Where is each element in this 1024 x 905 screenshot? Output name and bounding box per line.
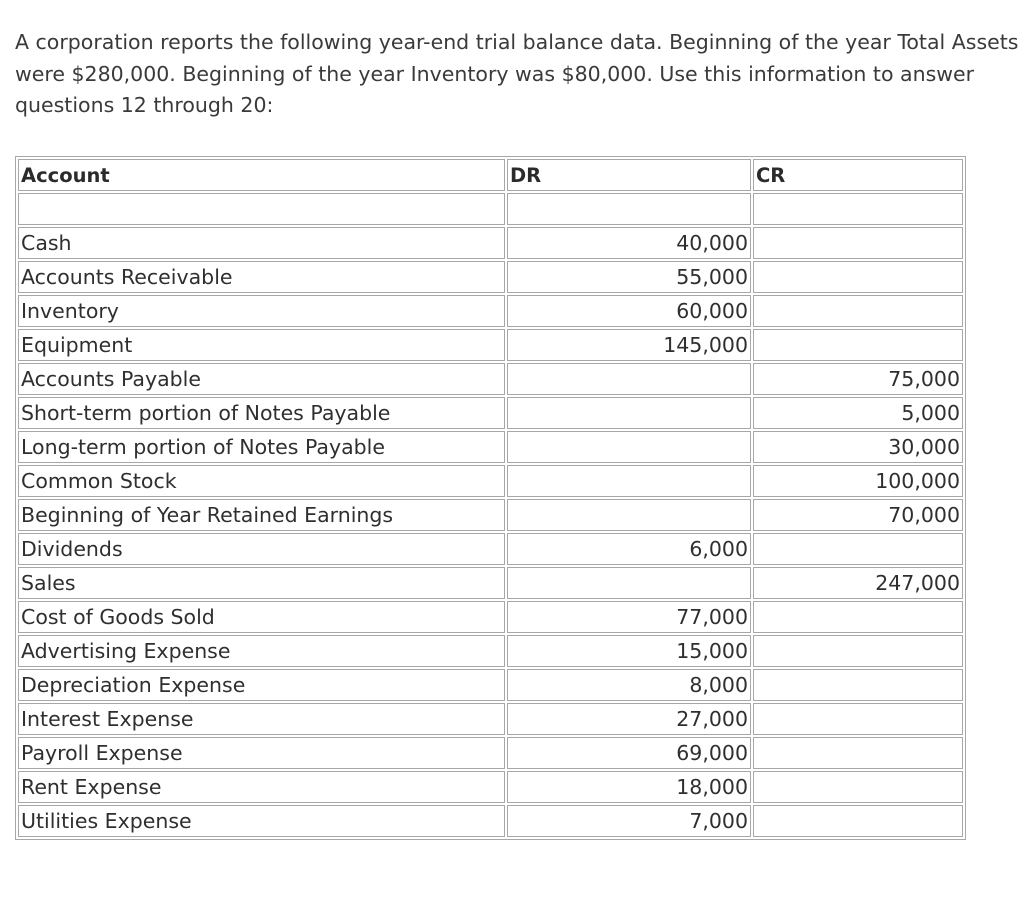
dr-cell: 60,000 xyxy=(507,295,751,327)
cr-cell xyxy=(753,601,963,633)
header-cr: CR xyxy=(753,159,963,191)
account-cell: Long-term portion of Notes Payable xyxy=(18,431,505,463)
account-cell: Cash xyxy=(18,227,505,259)
account-cell: Sales xyxy=(18,567,505,599)
table-header-row xyxy=(18,159,963,191)
cr-cell: 30,000 xyxy=(753,431,963,463)
account-cell: Short-term portion of Notes Payable xyxy=(18,397,505,429)
header-account: Account xyxy=(18,159,505,191)
blank-cell xyxy=(18,193,505,225)
cr-cell xyxy=(753,703,963,735)
cr-cell xyxy=(753,261,963,293)
cr-cell xyxy=(753,669,963,701)
table-row xyxy=(18,431,963,463)
account-cell: Equipment xyxy=(18,329,505,361)
trial-balance-table xyxy=(15,156,966,840)
account-cell: Depreciation Expense xyxy=(18,669,505,701)
table-row xyxy=(18,567,963,599)
table-row xyxy=(18,227,963,259)
account-cell: Dividends xyxy=(18,533,505,565)
table-row xyxy=(18,533,963,565)
intro-line-1: A corporation reports the following year-end trial balance data. Beginning of the year Total Assets xyxy=(15,30,1019,54)
table-row xyxy=(18,737,963,769)
table-row xyxy=(18,499,963,531)
account-cell: Common Stock xyxy=(18,465,505,497)
table-row xyxy=(18,669,963,701)
account-cell: Utilities Expense xyxy=(18,805,505,837)
cr-cell: 247,000 xyxy=(753,567,963,599)
account-cell: Accounts Receivable xyxy=(18,261,505,293)
cr-cell: 5,000 xyxy=(753,397,963,429)
cr-cell xyxy=(753,635,963,667)
dr-cell: 40,000 xyxy=(507,227,751,259)
dr-cell: 15,000 xyxy=(507,635,751,667)
cr-cell xyxy=(753,771,963,803)
cr-cell xyxy=(753,329,963,361)
dr-cell: 6,000 xyxy=(507,533,751,565)
dr-cell xyxy=(507,465,751,497)
dr-cell xyxy=(507,363,751,395)
cr-cell xyxy=(753,737,963,769)
cr-cell xyxy=(753,295,963,327)
dr-cell: 55,000 xyxy=(507,261,751,293)
table-row xyxy=(18,805,963,837)
cr-cell: 75,000 xyxy=(753,363,963,395)
table-row xyxy=(18,703,963,735)
account-cell: Advertising Expense xyxy=(18,635,505,667)
dr-cell xyxy=(507,397,751,429)
cr-cell xyxy=(753,227,963,259)
account-cell: Inventory xyxy=(18,295,505,327)
dr-cell xyxy=(507,431,751,463)
account-cell: Beginning of Year Retained Earnings xyxy=(18,499,505,531)
dr-cell xyxy=(507,499,751,531)
table-row xyxy=(18,295,963,327)
table-row xyxy=(18,601,963,633)
dr-cell: 8,000 xyxy=(507,669,751,701)
dr-cell: 27,000 xyxy=(507,703,751,735)
dr-cell xyxy=(507,567,751,599)
table-row xyxy=(18,771,963,803)
table-row xyxy=(18,635,963,667)
table-row xyxy=(18,363,963,395)
account-cell: Rent Expense xyxy=(18,771,505,803)
blank-cell xyxy=(753,193,963,225)
table-row xyxy=(18,465,963,497)
dr-cell: 7,000 xyxy=(507,805,751,837)
cr-cell xyxy=(753,805,963,837)
cr-cell: 100,000 xyxy=(753,465,963,497)
table-row xyxy=(18,329,963,361)
account-cell: Interest Expense xyxy=(18,703,505,735)
account-cell: Cost of Goods Sold xyxy=(18,601,505,633)
intro-paragraph xyxy=(15,27,1024,122)
dr-cell: 77,000 xyxy=(507,601,751,633)
dr-cell: 69,000 xyxy=(507,737,751,769)
cr-cell xyxy=(753,533,963,565)
header-dr: DR xyxy=(507,159,751,191)
blank-cell xyxy=(507,193,751,225)
blank-row xyxy=(18,193,963,225)
intro-line-2: were $280,000. Beginning of the year Inventory was $80,000. Use this information to answer xyxy=(15,61,975,86)
table-row xyxy=(18,397,963,429)
dr-cell: 145,000 xyxy=(507,329,751,361)
dr-cell: 18,000 xyxy=(507,771,751,803)
cr-cell: 70,000 xyxy=(753,499,963,531)
account-cell: Accounts Payable xyxy=(18,363,505,395)
account-cell: Payroll Expense xyxy=(18,737,505,769)
table-row xyxy=(18,261,963,293)
intro-line-3: questions 12 through 20: xyxy=(15,93,274,117)
